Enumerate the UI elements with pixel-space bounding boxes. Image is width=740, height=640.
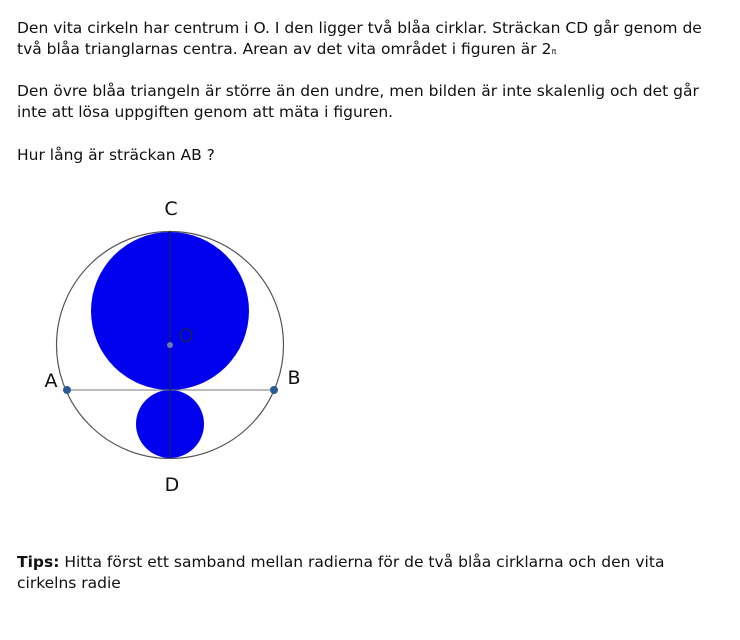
label-d: D	[164, 474, 180, 496]
tips-label: Tips:	[17, 553, 60, 571]
text: två blåa trianglarnas centra. Arean av det vita området i figuren är 2	[17, 40, 552, 58]
label-o: O	[178, 325, 194, 347]
pi-symbol: π	[551, 47, 557, 56]
tips-line1: Hitta först ett samband mellan radierna för de två blåa cirklarna och den vita	[59, 553, 665, 571]
question-text: Hur lång är sträckan AB ?	[17, 146, 215, 164]
problem-text-line: inte att lösa uppgiften genom att mäta i figuren.	[17, 103, 394, 121]
point-b	[270, 386, 278, 394]
tips-text-line2: cirkelns radie	[17, 574, 121, 592]
point-o	[167, 342, 173, 348]
label-b: B	[287, 367, 301, 389]
label-c: C	[164, 198, 178, 220]
tips-text	[17, 552, 664, 572]
point-a	[63, 386, 71, 394]
label-a: A	[44, 370, 58, 392]
problem-text-line: Den övre blåa triangeln är större än den undre, men bilden är inte skalenlig och det går	[17, 82, 699, 100]
problem-text-line: Den vita cirkeln har centrum i O. I den ligger två blåa cirklar. Sträckan CD går genom de	[17, 19, 702, 37]
